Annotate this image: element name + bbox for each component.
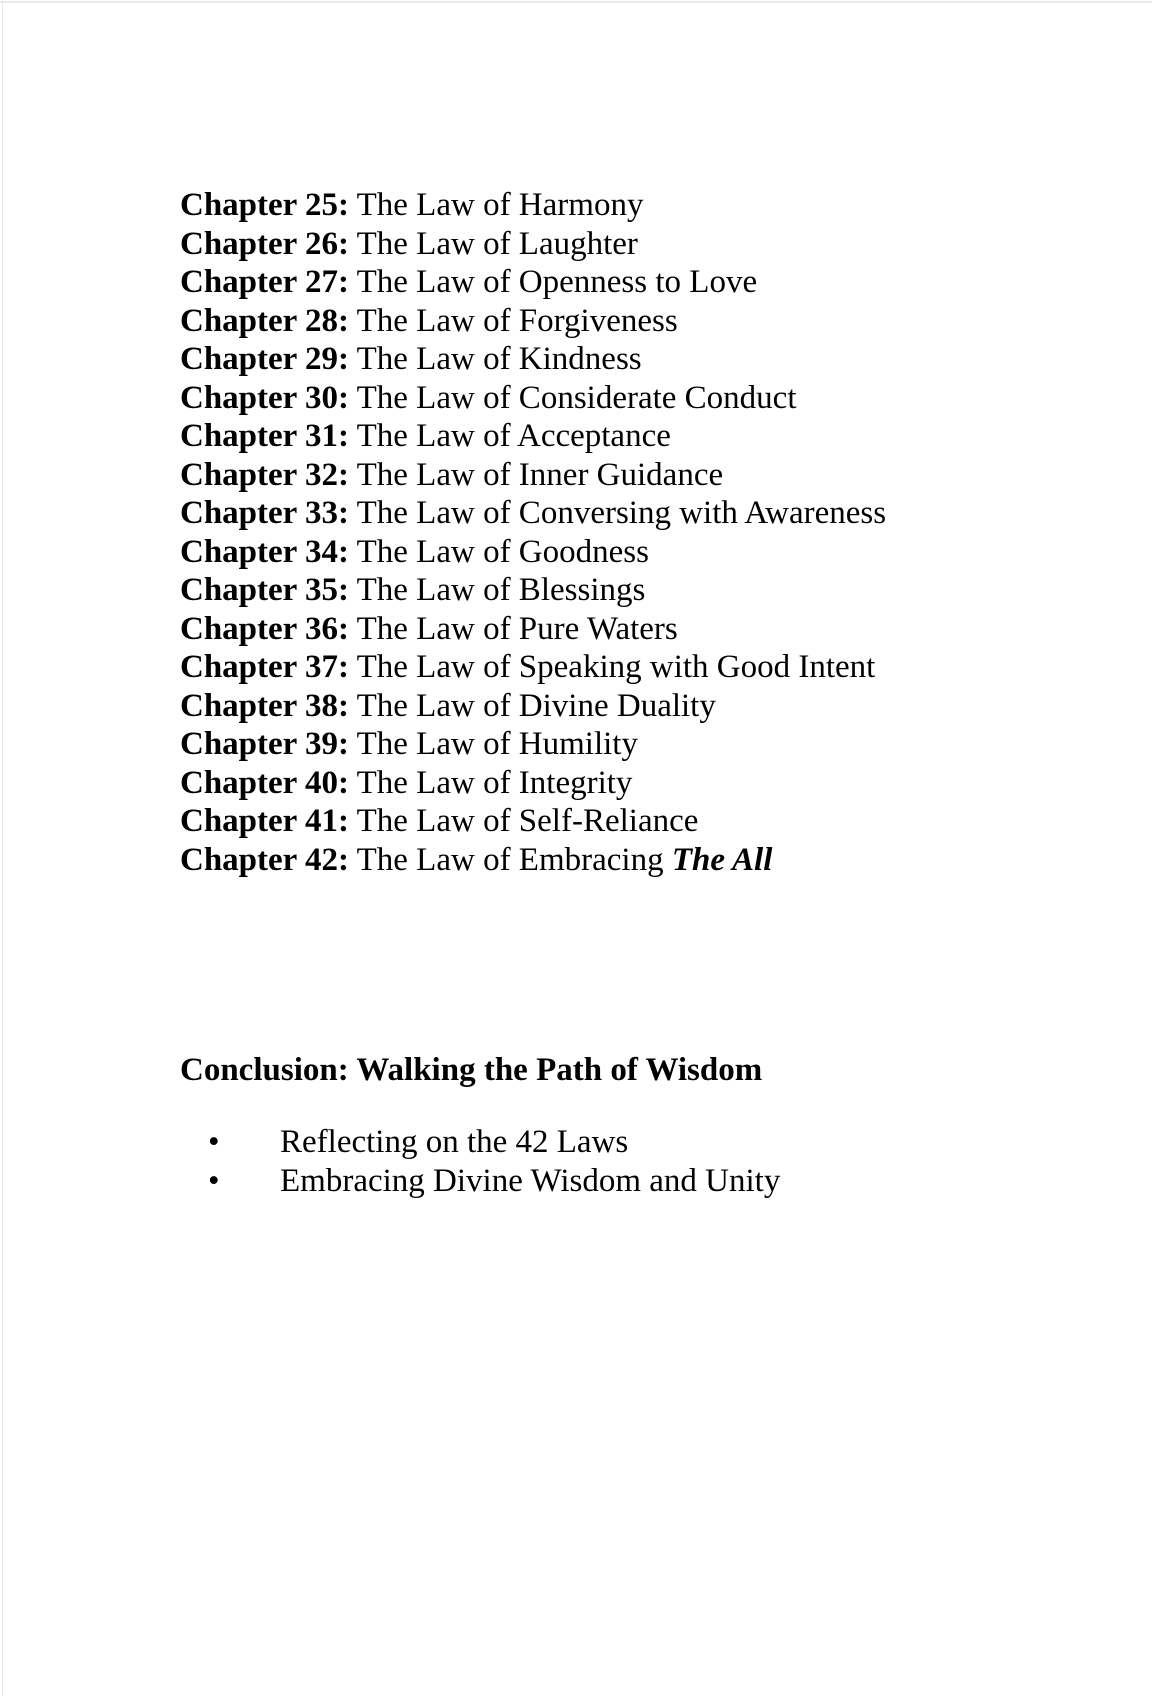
chapter-label: Chapter 42: [180, 841, 349, 878]
chapter-title-suffix: The All [671, 841, 773, 878]
bullet-marker: • [208, 1124, 220, 1160]
chapter-title: The Law of Conversing with Awareness [356, 495, 887, 531]
chapter-title: The Law of Laughter [356, 225, 638, 262]
bullet-marker: • [208, 1162, 220, 1199]
chapter-line [180, 571, 886, 610]
chapter-label: Chapter 25: [180, 187, 349, 223]
chapter-line [180, 225, 886, 264]
chapter-line [180, 186, 886, 225]
chapter-label: Chapter 37: [180, 649, 349, 685]
chapter-line [180, 494, 886, 533]
chapter-line [180, 648, 886, 687]
chapter-line [180, 725, 886, 764]
chapter-line [180, 456, 886, 495]
chapter-line [180, 417, 886, 456]
chapter-label: Chapter 27: [180, 264, 349, 300]
chapter-label: Chapter 39: [180, 726, 349, 762]
chapter-list [180, 186, 886, 879]
bullet-item [208, 1123, 780, 1162]
chapter-line [180, 263, 886, 302]
bullet-text: Reflecting on the 42 Laws [280, 1124, 629, 1160]
chapter-line [180, 302, 886, 341]
chapter-title: The Law of Blessings [356, 572, 646, 608]
chapter-label: Chapter 35: [180, 572, 349, 608]
chapter-label: Chapter 38: [180, 687, 349, 724]
chapter-title: The Law of Speaking with Good Intent [356, 649, 876, 685]
chapter-label: Chapter 30: [180, 379, 349, 416]
chapter-line [180, 379, 886, 418]
chapter-title: The Law of Inner Guidance [356, 456, 724, 493]
page-left-edge [2, 0, 3, 1696]
chapter-line [180, 764, 886, 803]
chapter-title: The Law of Considerate Conduct [356, 379, 797, 416]
chapter-line [180, 533, 886, 572]
chapter-label: Chapter 28: [180, 302, 349, 339]
conclusion-bullet-list [208, 1123, 780, 1200]
chapter-title: The Law of Goodness [356, 533, 649, 570]
chapter-label: Chapter 40: [180, 764, 349, 801]
chapter-title: The Law of Embracing [356, 841, 664, 878]
chapter-label: Chapter 31: [180, 418, 349, 454]
chapter-line [180, 841, 886, 880]
chapter-label: Chapter 26: [180, 225, 349, 262]
chapter-label: Chapter 32: [180, 456, 349, 493]
bullet-text: Embracing Divine Wisdom and Unity [280, 1162, 781, 1199]
chapter-label: Chapter 33: [180, 495, 349, 531]
chapter-title: The Law of Acceptance [356, 418, 671, 454]
chapter-line [180, 802, 886, 841]
chapter-line [180, 687, 886, 726]
chapter-title: The Law of Divine Duality [356, 687, 716, 724]
chapter-title: The Law of Self-Reliance [356, 803, 699, 839]
chapter-label: Chapter 41: [180, 803, 349, 839]
page-top-edge [0, 1, 1152, 3]
chapter-line [180, 340, 886, 379]
chapter-label: Chapter 34: [180, 533, 349, 570]
chapter-title: The Law of Humility [356, 726, 638, 762]
chapter-line [180, 610, 886, 649]
chapter-label: Chapter 29: [180, 341, 349, 377]
chapter-title: The Law of Pure Waters [356, 610, 678, 647]
chapter-title: The Law of Openness to Love [356, 264, 758, 300]
chapter-title: The Law of Forgiveness [356, 302, 678, 339]
chapter-title: The Law of Kindness [356, 341, 642, 377]
bullet-item [208, 1162, 780, 1201]
conclusion-heading: Conclusion: Walking the Path of Wisdom [180, 1052, 763, 1088]
chapter-title: The Law of Integrity [356, 764, 633, 801]
chapter-label: Chapter 36: [180, 610, 349, 647]
chapter-title: The Law of Harmony [356, 187, 644, 223]
